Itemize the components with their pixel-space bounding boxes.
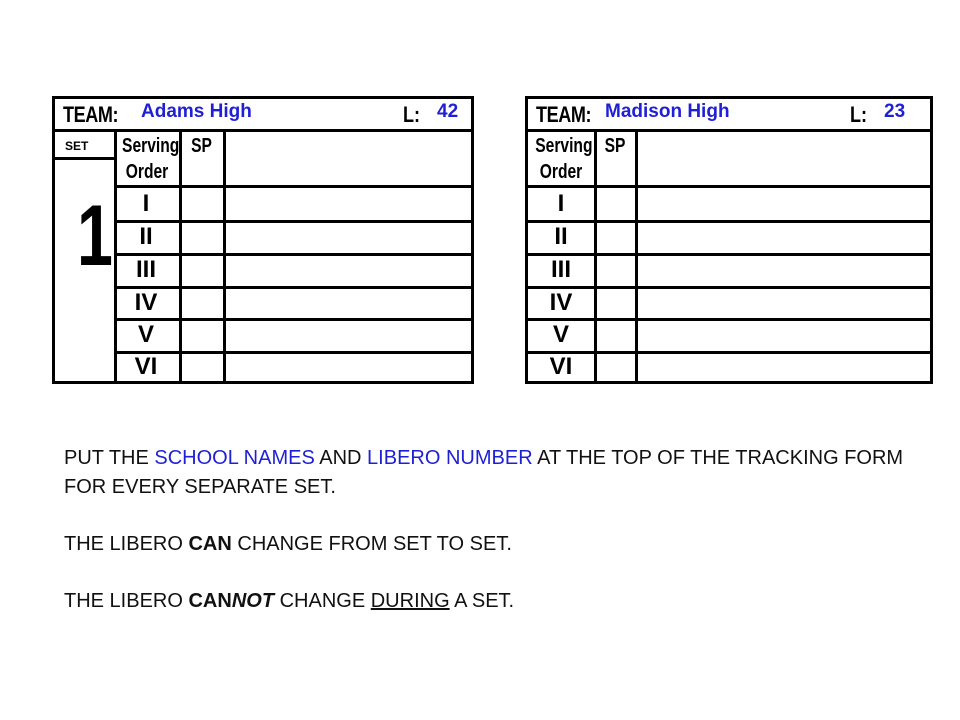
rotation-label: II	[554, 223, 568, 250]
instruction-can-change: THE LIBERO CAN CHANGE FROM SET TO SET.	[64, 533, 512, 555]
rotation-label: VI	[549, 353, 573, 380]
rotation-label: III	[550, 256, 571, 283]
right-team-form	[525, 96, 933, 384]
emphasis-can: CAN	[188, 533, 232, 555]
instruction-school-names: PUT THE SCHOOL NAMES AND LIBERO NUMBER AT THE TOP OF THE TRACKING FORM FOR EVERY SEPARATE SET.	[64, 447, 904, 498]
rotation-label: V	[552, 321, 569, 348]
left-form-header	[55, 99, 471, 132]
instruction-cannot-change: THE LIBERO CANNOT CHANGE DURING A SET.	[64, 590, 515, 612]
divider	[55, 157, 114, 160]
libero-label: L:	[850, 102, 868, 127]
emphasis-can: CAN	[188, 590, 232, 612]
rotation-label: V	[137, 321, 154, 348]
team-label: TEAM:	[536, 102, 592, 127]
left-team-form	[52, 96, 474, 384]
team-label: TEAM:	[63, 102, 119, 127]
rotation-label: II	[139, 223, 153, 250]
serving-order-header: Serving Order	[122, 135, 180, 183]
left-libero-number: 42	[437, 101, 459, 122]
left-team-name: Adams High	[141, 101, 252, 122]
rotation-label: I	[557, 190, 565, 217]
right-libero-number: 23	[884, 101, 906, 122]
set-number: 1	[77, 188, 113, 284]
emphasis-during: DURING	[370, 590, 450, 612]
rotation-label: III	[135, 256, 156, 283]
right-team-name: Madison High	[605, 101, 730, 122]
rotation-label: I	[142, 190, 150, 217]
rotation-label: IV	[134, 289, 158, 316]
rotation-label: VI	[134, 353, 158, 380]
highlight-libero-number: LIBERO NUMBER	[367, 447, 533, 469]
libero-label: L:	[403, 102, 421, 127]
highlight-school-names: SCHOOL NAMES	[154, 447, 315, 469]
right-form-header	[528, 99, 930, 132]
emphasis-not: NOT	[231, 590, 275, 612]
serving-order-header: Serving Order	[535, 135, 593, 183]
rotation-label: IV	[549, 289, 573, 316]
sp-header: SP	[191, 135, 212, 157]
divider	[528, 185, 930, 188]
divider	[114, 185, 471, 188]
sp-header: SP	[604, 135, 626, 157]
set-label: SET	[65, 139, 89, 153]
instructions	[64, 444, 924, 616]
